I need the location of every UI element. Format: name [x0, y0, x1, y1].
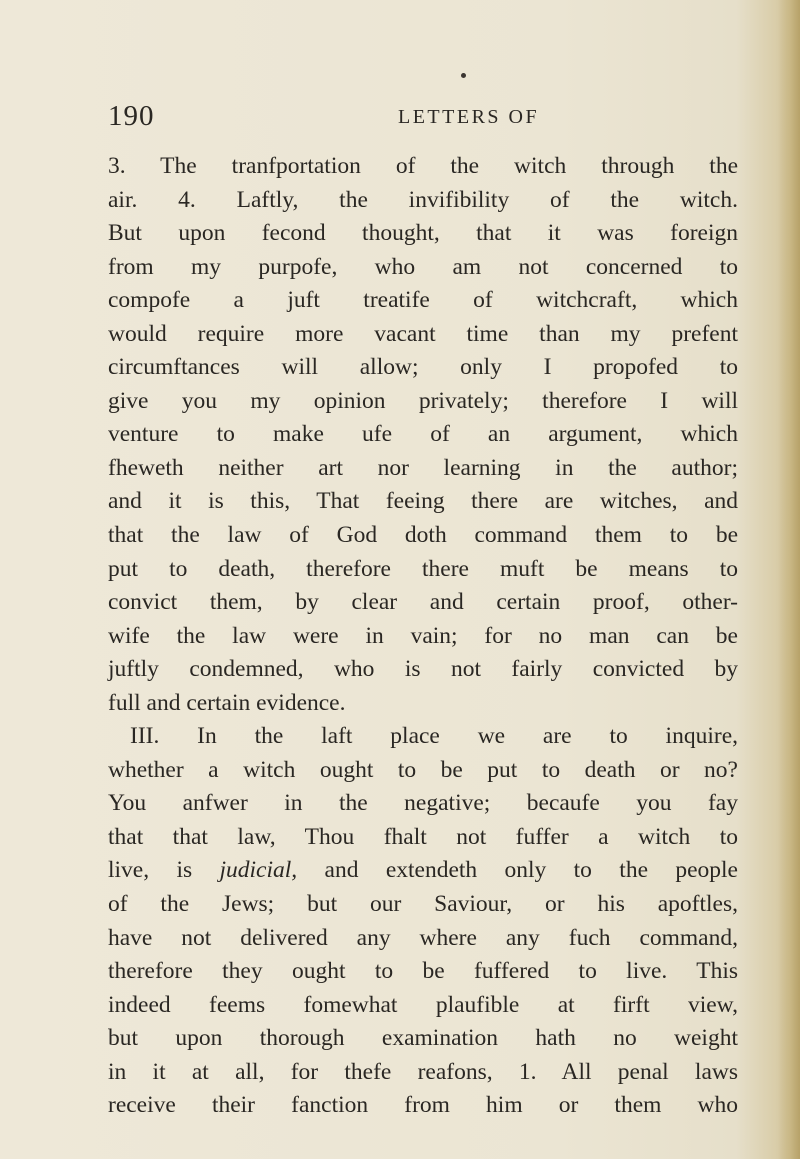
- text-line: and it is this, That feeing there are witches, and: [108, 488, 738, 515]
- text-line: from my purpofe, who am not concerned to: [108, 253, 738, 280]
- text-line-with-italic: [108, 854, 738, 888]
- text-line: 3. The tranfportation of the witch through the: [108, 153, 738, 179]
- text-line: air. 4. Laftly, the invifibility of the witch.: [108, 186, 738, 213]
- text-line: of the Jews; but our Saviour, or his apoftles,: [108, 891, 738, 918]
- text-line: in it at all, for thefe reafons, 1. All penal laws: [108, 1058, 738, 1085]
- running-head: [0, 99, 800, 133]
- text-line: give you my opinion privately; therefore I will: [108, 387, 738, 414]
- text-line: But upon fecond thought, that it was foreign: [108, 220, 738, 247]
- text-segment: live, is: [108, 857, 220, 884]
- text-line: fheweth neither art nor learning in the author;: [108, 454, 738, 481]
- page-edge-shadow: [778, 0, 800, 1159]
- text-line: would require more vacant time than my prefent: [108, 320, 738, 347]
- text-line: circumftances will allow; only I propofed to: [108, 354, 738, 381]
- printers-dot: [461, 73, 466, 78]
- italic-word-judicial: judicial,: [219, 857, 298, 884]
- body-text: [108, 150, 738, 1123]
- text-segment: and extendeth only to the people: [297, 857, 738, 884]
- text-line: wife the law were in vain; for no man can be: [108, 622, 738, 649]
- text-line: venture to make ufe of an argument, which: [108, 421, 738, 448]
- text-line: juftly condemned, who is not fairly convicted by: [108, 656, 738, 683]
- text-line: that that law, Thou fhalt not fuffer a witch to: [108, 823, 738, 850]
- text-line: have not delivered any where any fuch command,: [108, 924, 738, 951]
- text-line: that the law of God doth command them to be: [108, 522, 738, 549]
- text-line: You anfwer in the negative; becaufe you fay: [108, 790, 738, 817]
- text-line: convict them, by clear and certain proof, other-: [108, 589, 738, 616]
- running-title: LETTERS OF: [398, 106, 540, 128]
- text-line: therefore they ought to be fuffered to live. This: [108, 958, 738, 985]
- text-line: compofe a juft treatife of witchcraft, which: [108, 287, 738, 314]
- text-line: receive their fanction from him or them who: [108, 1092, 738, 1119]
- text-line: whether a witch ought to be put to death or no?: [108, 756, 738, 783]
- page-number: 190: [108, 100, 155, 132]
- text-line: put to death, therefore there muft be means to: [108, 555, 738, 582]
- text-line: but upon thorough examination hath no weight: [108, 1025, 738, 1052]
- text-line: full and certain evidence.: [108, 689, 346, 716]
- text-line: indeed feems fomewhat plaufible at firft view,: [108, 991, 738, 1018]
- text-line: III. In the laft place we are to inquire,: [130, 723, 738, 750]
